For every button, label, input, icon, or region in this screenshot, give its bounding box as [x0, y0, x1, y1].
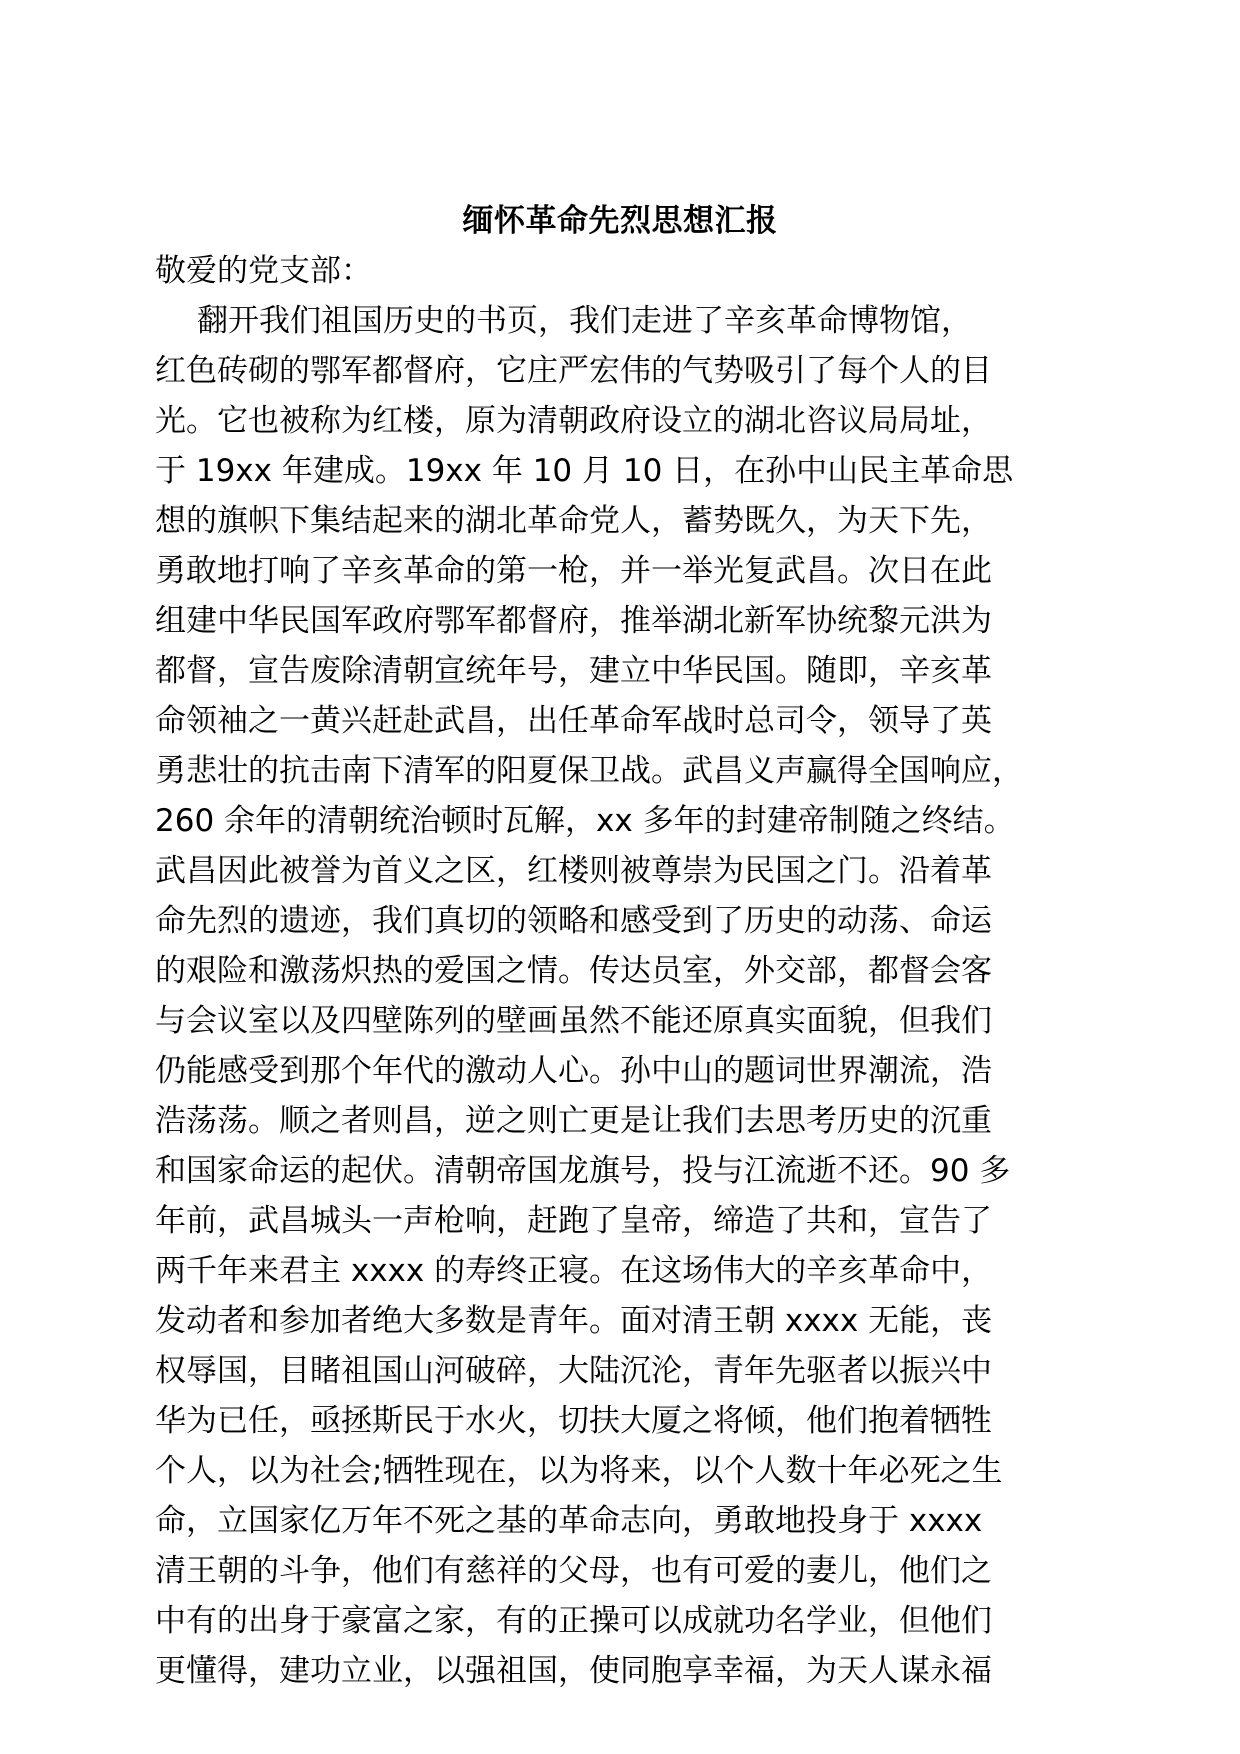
body-line: 两千年来君主 xxxx 的寿终正寝。在这场伟大的辛亥革命中， — [155, 1253, 993, 1289]
document-body — [155, 246, 1115, 1696]
body-line: 和国家命运的起伏。清朝帝国龙旗号，投与江流逝不还。90 多 — [155, 1153, 1011, 1189]
body-line: 命先烈的遗迹，我们真切的领略和感受到了历史的动荡、命运 — [155, 903, 992, 939]
document-title: 缅怀革命先烈思想汇报 — [462, 203, 778, 239]
body-line: 清王朝的斗争，他们有慈祥的父母，也有可爱的妻儿，他们之 — [155, 1553, 992, 1589]
body-line: 仍能感受到那个年代的激动人心。孙中山的题词世界潮流，浩 — [155, 1053, 992, 1089]
body-line: 翻开我们祖国历史的书页，我们走进了辛亥革命博物馆， — [197, 303, 972, 339]
body-line: 的艰险和激荡炽热的爱国之情。传达员室，外交部，都督会客 — [155, 953, 992, 989]
body-line: 光。它也被称为红楼，原为清朝政府设立的湖北咨议局局址， — [155, 403, 992, 439]
body-line: 发动者和参加者绝大多数是青年。面对清王朝 xxxx 无能，丧 — [155, 1303, 993, 1339]
body-line: 浩荡荡。顺之者则昌，逆之则亡更是让我们去思考历史的沉重 — [155, 1103, 992, 1139]
body-line: 勇敢地打响了辛亥革命的第一枪，并一举光复武昌。次日在此 — [155, 553, 992, 589]
body-line: 更懂得，建功立业，以强祖国，使同胞享幸福，为天人谋永福 — [155, 1653, 992, 1689]
salutation: 敬爱的党支部： — [155, 253, 372, 289]
body-line: 勇悲壮的抗击南下清军的阳夏保卫战。武昌义声赢得全国响应， — [155, 753, 1023, 789]
body-line: 于 19xx 年建成。19xx 年 10 月 10 日，在孙中山民主革命思 — [155, 453, 1014, 489]
body-line: 组建中华民国军政府鄂军都督府，推举湖北新军协统黎元洪为 — [155, 603, 992, 639]
body-line: 中有的出身于豪富之家，有的正操可以成就功名学业，但他们 — [155, 1603, 992, 1639]
body-line: 260 余年的清朝统治顿时瓦解，xx 多年的封建帝制随之终结。 — [155, 803, 1015, 839]
body-line: 年前，武昌城头一声枪响，赶跑了皇帝，缔造了共和，宣告了 — [155, 1203, 992, 1239]
body-line: 与会议室以及四壁陈列的壁画虽然不能还原真实面貌，但我们 — [155, 1003, 992, 1039]
body-line: 个人，以为社会;牺牲现在，以为将来，以个人数十年必死之生 — [155, 1453, 1003, 1489]
body-line: 命领袖之一黄兴赶赴武昌，出任革命军战时总司令，领导了英 — [155, 703, 992, 739]
body-line: 武昌因此被誉为首义之区，红楼则被尊崇为民国之门。沿着革 — [155, 853, 992, 889]
body-line: 命，立国家亿万年不死之基的革命志向，勇敢地投身于 xxxx — [155, 1503, 983, 1539]
body-line: 华为已任，亟拯斯民于水火，切扶大厦之将倾，他们抱着牺牲 — [155, 1403, 992, 1439]
body-line: 都督，宣告废除清朝宣统年号，建立中华民国。随即，辛亥革 — [155, 653, 992, 689]
body-line: 想的旗帜下集结起来的湖北革命党人，蓄势既久，为天下先， — [155, 503, 992, 539]
body-line: 权辱国，目睹祖国山河破碎，大陆沉沦，青年先驱者以振兴中 — [155, 1353, 992, 1389]
body-line: 红色砖砌的鄂军都督府，它庄严宏伟的气势吸引了每个人的目 — [155, 353, 992, 389]
